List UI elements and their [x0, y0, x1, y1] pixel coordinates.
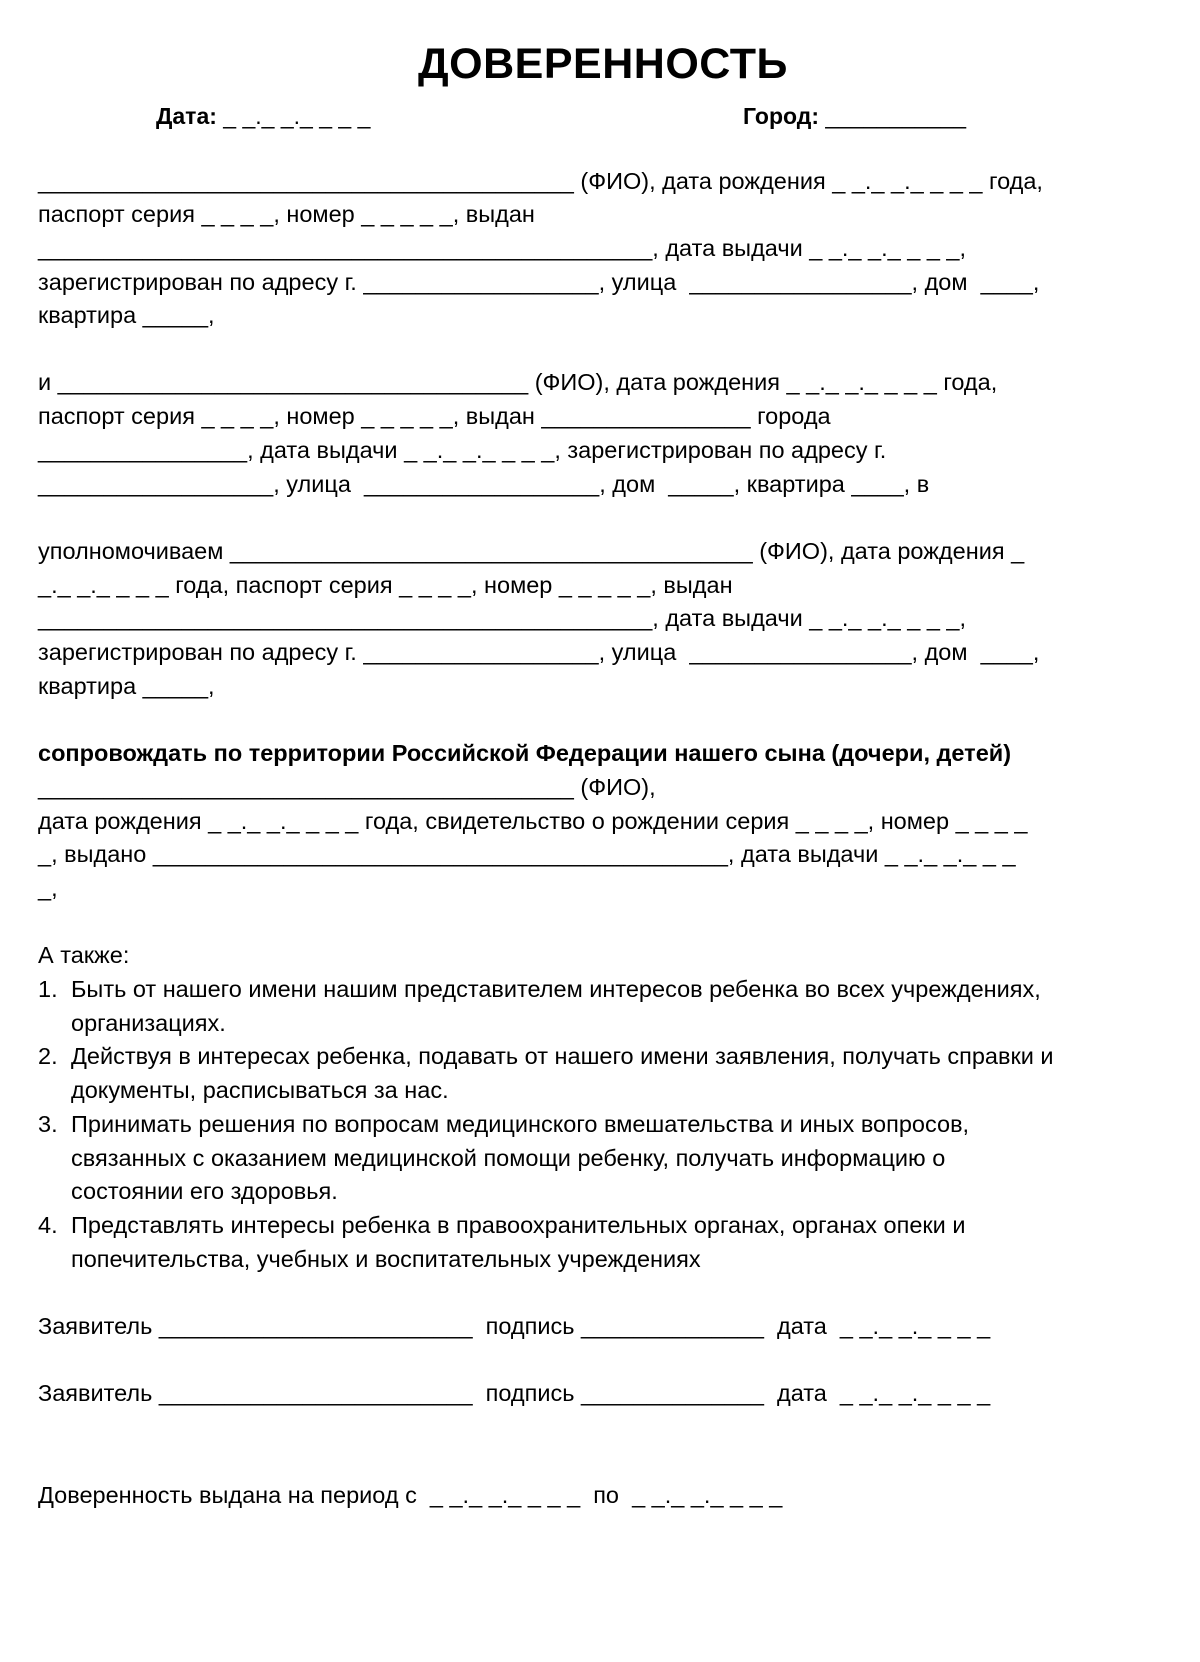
list-item-number: 2. — [38, 1043, 58, 1069]
child-line-2: дата рождения _ _._ _._ _ _ _ года, свидетельство о рождении серия _ _ _ _, номер _ _ _ _ — [38, 808, 1028, 834]
city-blank[interactable]: ___________ — [825, 103, 967, 129]
principal-2-line-1: и ____________________________________ (ФИО), дата рождения _ _._ _._ _ _ _ года, — [38, 369, 998, 395]
principal-2-line-4: __________________, улица __________________, дом _____, квартира ____, в — [38, 471, 930, 497]
list-item-number: 3. — [38, 1111, 58, 1137]
date-blank[interactable]: _ _._ _._ _ _ _ — [223, 103, 371, 129]
date-label: Дата: — [156, 103, 217, 129]
list-item-line: Быть от нашего имени нашим представителем интересов ребенка во всех учреждениях, — [71, 976, 1041, 1002]
attorney-line-4: зарегистрирован по адресу г. __________________, улица _________________, дом ____, — [38, 639, 1040, 665]
principal-1-line-5: квартира _____, — [38, 302, 215, 328]
list-item-line: состоянии его здоровья. — [71, 1178, 338, 1204]
attorney-line-3: _______________________________________________, дата выдачи _ _._ _._ _ _ _, — [38, 605, 967, 631]
child-line-1: _________________________________________ (ФИО), — [38, 774, 656, 800]
list-item-line: Действуя в интересах ребенка, подавать от нашего имени заявления, получать справки и — [71, 1043, 1054, 1069]
attorney-line-2: _._ _._ _ _ _ года, паспорт серия _ _ _ _, номер _ _ _ _ _, выдан — [38, 572, 733, 598]
list-item-number: 4. — [38, 1212, 58, 1238]
city-label: Город: — [743, 103, 819, 129]
applicant-signature-2: Заявитель ________________________ подпись ______________ дата _ _._ _._ _ _ _ — [38, 1380, 991, 1406]
purpose-heading: сопровождать по территории Российской Федерации нашего сына (дочери, детей) — [38, 740, 1012, 766]
list-item-line: Принимать решения по вопросам медицинского вмешательства и иных вопросов, — [71, 1111, 970, 1137]
validity-period: Доверенность выдана на период с _ _._ _._ _ _ _ по _ _._ _._ _ _ _ — [38, 1482, 783, 1508]
principal-1-line-3: _______________________________________________, дата выдачи _ _._ _._ _ _ _, — [38, 235, 967, 261]
child-line-4: _, — [38, 875, 58, 901]
city-header — [743, 103, 966, 130]
list-item-line: связанных с оказанием медицинской помощи ребенку, получать информацию о — [71, 1145, 946, 1171]
principal-1-line-1: _________________________________________ (ФИО), дата рождения _ _._ _._ _ _ _ года, — [38, 168, 1043, 194]
applicant-signature-1: Заявитель ________________________ подпись ______________ дата _ _._ _._ _ _ _ — [38, 1313, 991, 1339]
document-title: ДОВЕРЕННОСТЬ — [418, 40, 788, 88]
attorney-line-5: квартира _____, — [38, 673, 215, 699]
also-heading: А также: — [38, 942, 130, 968]
list-item-line: организациях. — [71, 1010, 226, 1036]
list-item-line: попечительства, учебных и воспитательных учреждениях — [71, 1246, 701, 1272]
principal-2-line-2: паспорт серия _ _ _ _, номер _ _ _ _ _, выдан ________________ города — [38, 403, 831, 429]
list-item-line: Представлять интересы ребенка в правоохранительных органах, органах опеки и — [71, 1212, 966, 1238]
principal-1-line-4: зарегистрирован по адресу г. __________________, улица _________________, дом ____, — [38, 269, 1040, 295]
attorney-line-1: уполномочиваем ________________________________________ (ФИО), дата рождения _ — [38, 538, 1025, 564]
principal-2-line-3: ________________, дата выдачи _ _._ _._ _ _ _, зарегистрирован по адресу г. — [38, 437, 887, 463]
child-line-3: _, выдано ____________________________________________, дата выдачи _ _._ _._ _ _ — [38, 841, 1016, 867]
principal-1-line-2: паспорт серия _ _ _ _, номер _ _ _ _ _, выдан — [38, 201, 535, 227]
list-item-line: документы, расписываться за нас. — [71, 1077, 449, 1103]
date-header — [156, 103, 370, 130]
list-item-number: 1. — [38, 976, 58, 1002]
